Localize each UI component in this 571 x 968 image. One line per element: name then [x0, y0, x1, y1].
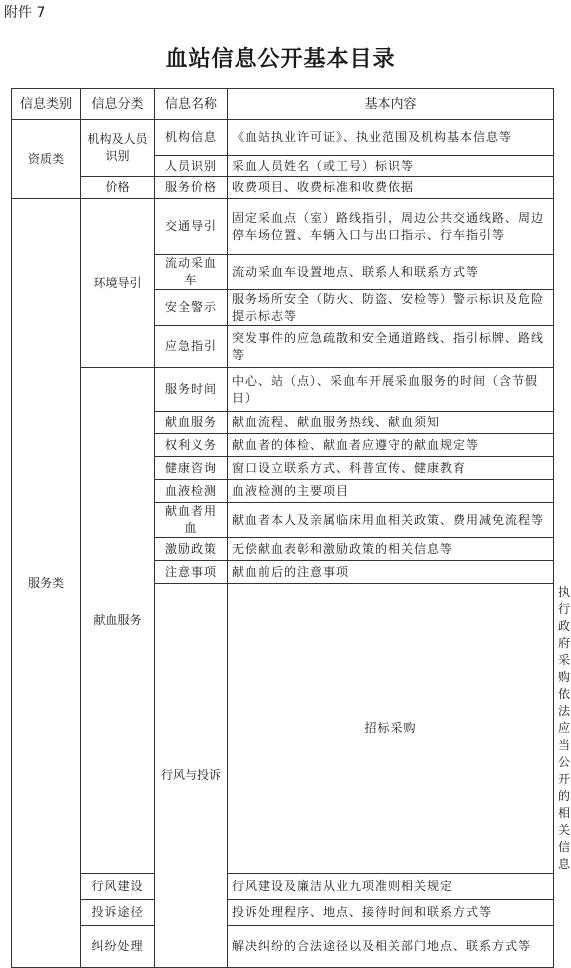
basic-content-cell: 固定采血点（室）路线指引，周边公共交通线路、周边停车场位置、车辆入口与出口指示、行车指引等: [228, 199, 554, 255]
info-name-cell: 注意事项: [155, 561, 228, 584]
basic-content-cell: 窗口设立联系方式、科普宣传、健康教育: [228, 457, 554, 480]
header-basic-content: 基本内容: [228, 89, 554, 120]
basic-content-cell: 收费项目、收费标准和收费依据: [228, 177, 554, 199]
basic-content-cell: 行风建设及廉洁从业九项准则相关规定: [228, 874, 554, 900]
info-name-cell: 行风建设: [81, 874, 155, 900]
table-header-row: [12, 89, 554, 120]
basic-content-cell: 无偿献血表彰和激励政策的相关信息等: [228, 538, 554, 561]
info-name-cell: 应急指引: [155, 326, 228, 368]
header-info-name: 信息名称: [155, 89, 228, 120]
catalog-table: [11, 88, 571, 968]
table-row: [12, 120, 554, 156]
info-name-cell: 招标采购: [228, 584, 554, 874]
table-row: [12, 368, 554, 412]
info-classification-cell: 环境导引: [81, 199, 155, 368]
page-title: 血站信息公开基本目录: [165, 46, 396, 72]
info-name-cell: 献血者用血: [155, 503, 228, 538]
header-info-category: 信息类别: [12, 89, 81, 120]
basic-content-cell: 献血流程、献血服务热线、献血须知: [228, 412, 554, 434]
info-name-cell: 血液检测: [155, 480, 228, 503]
basic-content-cell: 服务场所安全（防火、防盗、安检等）警示标识及危险提示标志等: [228, 290, 554, 326]
table-body: [12, 120, 571, 968]
basic-content-cell: 献血者本人及亲属临床用血相关政策、费用减免流程等: [228, 503, 554, 538]
table-row: [12, 926, 554, 968]
info-name-cell: 健康咨询: [155, 457, 228, 480]
table-row: [12, 199, 554, 255]
info-category-cell: 服务类: [12, 199, 81, 968]
basic-content-cell: 采血人员姓名（或工号）标识等: [228, 156, 554, 177]
info-name-cell: 流动采血车: [155, 255, 228, 290]
info-name-cell: 献血服务: [155, 412, 228, 434]
info-name-cell: 服务价格: [155, 177, 228, 199]
info-name-cell: 激励政策: [155, 538, 228, 561]
info-classification-cell: 机构及人员识别: [81, 120, 155, 177]
info-classification-cell: 献血服务: [81, 368, 155, 874]
table-row: 行风与投诉 招标采购 执行政府采购依法应当公开的相关信息: [12, 584, 554, 874]
basic-content-cell: 投诉处理程序、地点、接待时间和联系方式等: [228, 900, 554, 926]
table-row: [12, 874, 554, 900]
info-category-cell: 资质类: [12, 120, 81, 199]
info-name-cell: 权利义务: [155, 434, 228, 457]
basic-content-cell: 解决纠纷的合法途径以及相关部门地点、联系方式等: [228, 926, 554, 968]
header-info-classification: 信息分类: [81, 89, 155, 120]
info-name-cell: 安全警示: [155, 290, 228, 326]
info-name-cell: 投诉途径: [81, 900, 155, 926]
info-name-cell: 交通导引: [155, 199, 228, 255]
attachment-label: 附件 7: [4, 5, 46, 21]
info-classification-cell: 行风与投诉: [155, 584, 228, 968]
info-name-cell: 纠纷处理: [81, 926, 155, 968]
info-name-cell: 服务时间: [155, 368, 228, 412]
info-name-cell: 机构信息: [155, 120, 228, 156]
info-classification-cell: 价格: [81, 177, 155, 199]
basic-content-cell: 献血前后的注意事项: [228, 561, 554, 584]
basic-content-cell: 血液检测的主要项目: [228, 480, 554, 503]
info-name-cell: 人员识别: [155, 156, 228, 177]
table-row: [12, 177, 554, 199]
basic-content-cell: 突发事件的应急疏散和安全通道路线、指引标牌、路线等: [228, 326, 554, 368]
table-row: [12, 900, 554, 926]
basic-content-cell: 《血站执业许可证》、执业范围及机构基本信息等: [228, 120, 554, 156]
basic-content-cell: 流动采血车设置地点、联系人和联系方式等: [228, 255, 554, 290]
basic-content-cell: 献血者的体检、献血者应遵守的献血规定等: [228, 434, 554, 457]
basic-content-cell: 中心、站（点）、采血车开展采血服务的时间（含节假日）: [228, 368, 554, 412]
